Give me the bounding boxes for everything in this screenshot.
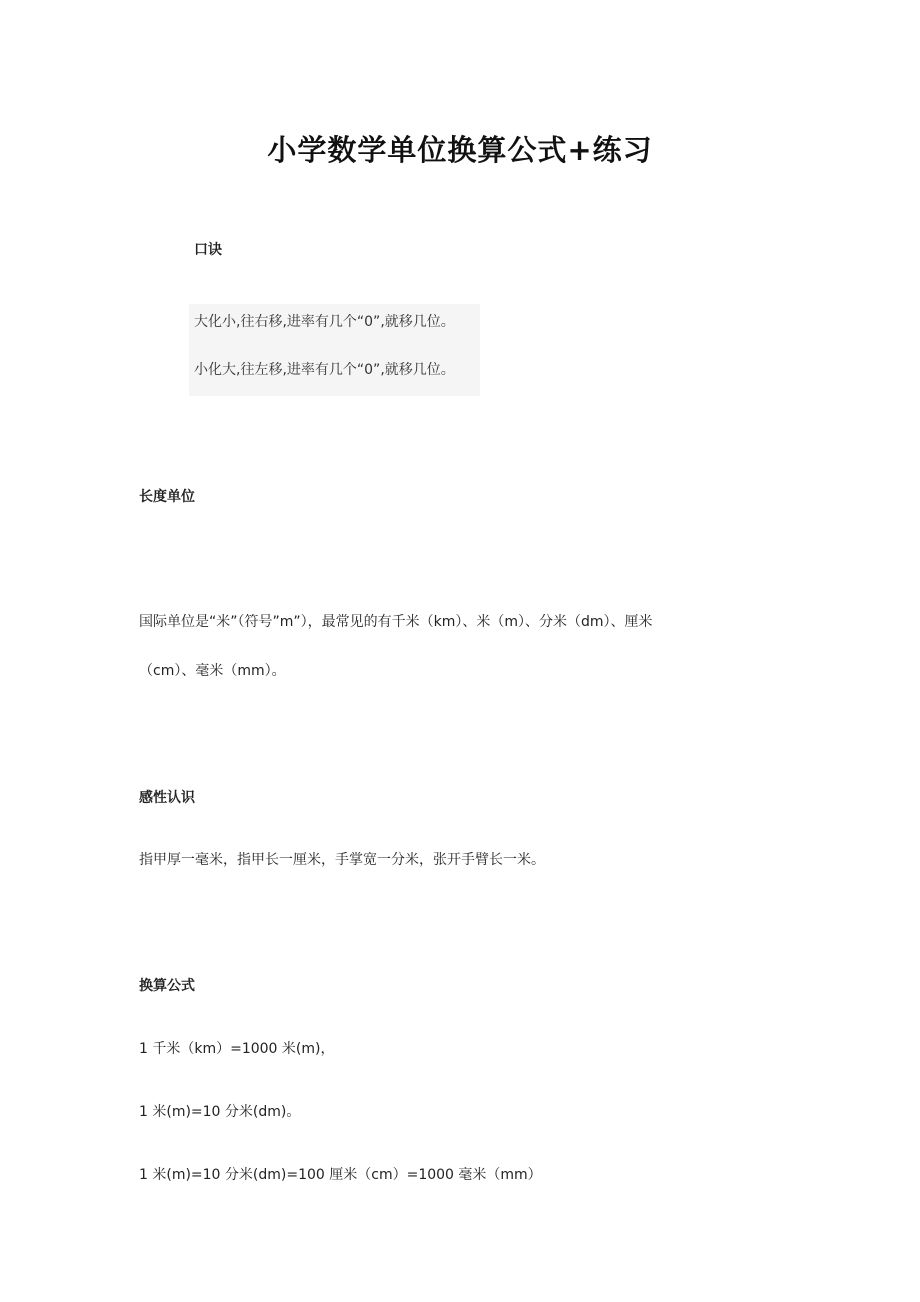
mnemonic-heading: 口诀: [194, 242, 222, 258]
mnemonic-line-2: 小化大,往左移,进率有几个“0”,就移几位。: [194, 362, 455, 378]
formula-line-1: 1 千米（km）=1000 米(m)，: [139, 1041, 335, 1057]
formula-line-3: 1 米(m)=10 分米(dm)=100 厘米（cm）=1000 毫米（mm）: [139, 1167, 542, 1183]
length-heading: 长度单位: [139, 489, 195, 505]
mnemonic-line-1: 大化小,往右移,进率有几个“0”,就移几位。: [194, 314, 455, 330]
perception-text: 指甲厚一毫米，指甲长一厘米，手掌宽一分米，张开手臂长一米。: [139, 852, 545, 868]
formula-heading: 换算公式: [139, 978, 195, 994]
length-paragraph-line-1: 国际单位是“米”（符号”m”），最常见的有千米（km）、米（m）、分米（dm）、厘米: [139, 614, 653, 630]
perception-heading: 感性认识: [139, 790, 195, 806]
formula-line-2: 1 米(m)=10 分米(dm)。: [139, 1104, 301, 1120]
document-title: 小学数学单位换算公式+练习: [267, 133, 653, 167]
length-paragraph-line-2: （cm）、毫米（mm）。: [139, 663, 286, 679]
